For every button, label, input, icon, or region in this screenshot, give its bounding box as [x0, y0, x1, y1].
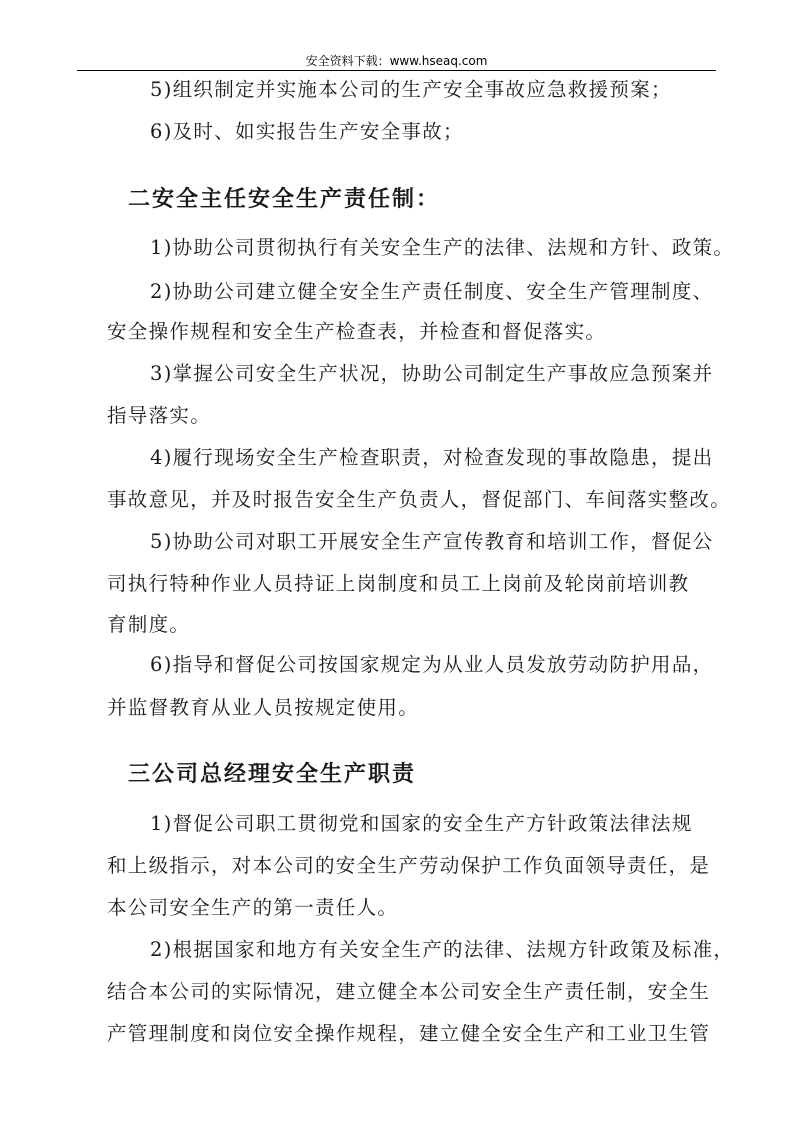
- paragraph-line: 3)掌握公司安全生产状况，协助公司制定生产事故应急预案并: [150, 362, 714, 385]
- header-divider: [77, 70, 716, 71]
- section-heading-3: 三公司总经理安全生产职责: [128, 761, 417, 787]
- paragraph-line: 1)督促公司职工贯彻党和国家的安全生产方针政策法律法规: [150, 812, 693, 835]
- paragraph-line: 并监督教育从业人员按规定使用。: [107, 696, 420, 719]
- paragraph-line: 事故意见，并及时报告安全生产负责人，督促部门、车间落实整改。: [107, 488, 732, 511]
- paragraph-line: 育制度。: [107, 613, 191, 636]
- paragraph-line: 5)协助公司对职工开展安全生产宣传教育和培训工作，督促公: [150, 530, 714, 553]
- paragraph-line: 6)指导和督促公司按国家规定为从业人员发放劳动防护用品，: [150, 653, 714, 676]
- paragraph-line: 指导落实。: [107, 404, 212, 427]
- page-header: 安全资料下载：www.hseaq.com: [305, 54, 488, 68]
- paragraph-line: 1)协助公司贯彻执行有关安全生产的法律、法规和方针、政策。: [150, 236, 735, 259]
- paragraph-line: 司执行特种作业人员持证上岗制度和员工上岗前及轮岗前培训教: [107, 572, 690, 595]
- paragraph-line: 6)及时、如实报告生产安全事故；: [150, 120, 464, 143]
- paragraph-line: 2)根据国家和地方有关安全生产的法律、法规方针政策及标准，: [150, 938, 735, 961]
- paragraph-line: 和上级指示，对本公司的安全生产劳动保护工作负面领导责任，是: [107, 854, 711, 877]
- paragraph-line: 安全操作规程和安全生产检查表，并检查和督促落实。: [107, 320, 607, 343]
- paragraph-line: 产管理制度和岗位安全操作规程，建立健全安全生产和工业卫生管: [107, 1022, 711, 1045]
- paragraph-line: 5)组织制定并实施本公司的生产安全事故应急救援预案；: [150, 78, 672, 101]
- paragraph-line: 结合本公司的实际情况，建立健全本公司安全生产责任制，安全生: [107, 980, 711, 1003]
- paragraph-line: 4)履行现场安全生产检查职责，对检查发现的事故隐患，提出: [150, 446, 714, 469]
- paragraph-line: 2)协助公司建立健全安全生产责任制度、安全生产管理制度、: [150, 280, 714, 303]
- section-heading-2: 二安全主任安全生产责任制：: [128, 186, 441, 212]
- paragraph-line: 本公司安全生产的第一责任人。: [107, 896, 399, 919]
